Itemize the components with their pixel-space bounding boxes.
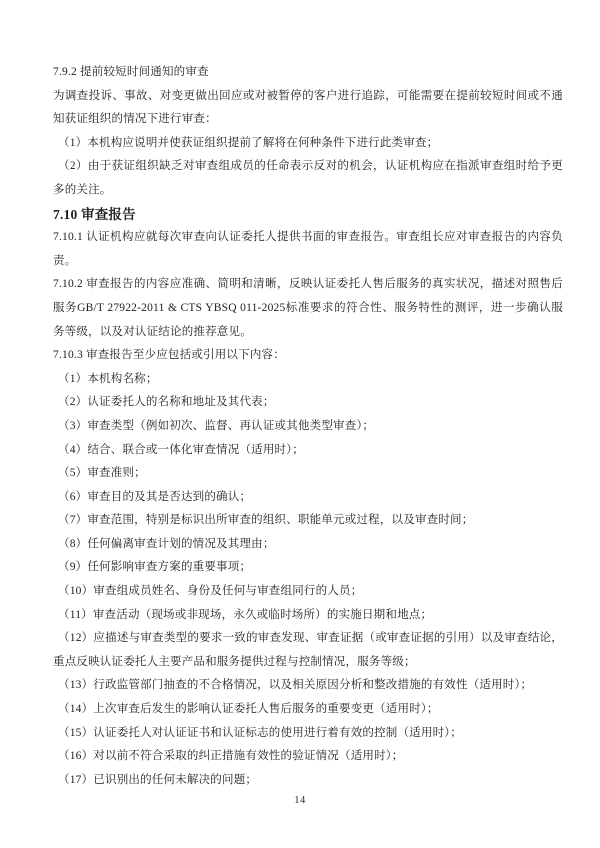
report-item-8: （8）任何偏离审查计划的情况及其理由； [58, 537, 275, 550]
paragraph-7-10-2: 7.10.2 审查报告的内容应准确、简明和清晰，反映认证委托人售后服务的真实状况，描述对照售后服务GB/T 27922-2011 & CTS YBSQ 011-2025标准要求的符合性、服务特性的测评，进一步确认服务等级，以及对认证结论的推荐意见。 [53, 278, 563, 338]
paragraph: 为调查投诉、事故、对变更做出回应或对被暂停的客户进行追踪，可能需要在提前较短时间或不通知获证组织的情况下进行审查： [53, 89, 563, 126]
report-item-15: （15）认证委托人对认证证书和认证标志的使用进行着有效的控制（适用时）； [58, 726, 462, 739]
report-item-3: （3）审查类型（例如初次、监督、再认证或其他类型审查）； [58, 419, 375, 432]
section-heading-7-9-2: 7.9.2 提前较短时间通知的审查 [53, 66, 209, 78]
report-item-13: （13）行政监管部门抽查的不合格情况，以及相关原因分析和整改措施的有效性（适用时）； [58, 679, 533, 692]
report-item-14: （14）上次审查后发生的影响认证委托人售后服务的重要变更（适用时）； [58, 703, 439, 716]
report-item-10: （10）审查组成员姓名、身份及任何与审查组同行的人员； [58, 585, 363, 598]
report-item-5: （5）审查准则； [58, 467, 146, 480]
list-item-2: （2）由于获证组织缺乏对审查组成员的任命表示反对的机会，认证机构应在指派审查组时给予更多的关注。 [53, 160, 563, 196]
paragraph-7-10-1: 7.10.1 认证机构应就每次审查向认证委托人提供书面的审查报告。审查组长应对审查报告的内容负责。 [53, 231, 563, 267]
report-item-7: （7）审查范围，特别是标识出所审查的组织、职能单元或过程，以及审查时间； [58, 514, 474, 527]
list-item-1: （1）本机构应说明并使获证组织提前了解将在何种条件下进行此类审查； [58, 136, 439, 149]
report-item-1: （1）本机构名称； [58, 372, 158, 385]
report-item-17: （17）已识别出的任何未解决的问题； [58, 773, 258, 786]
report-item-2: （2）认证委托人的名称和地址及其代表； [58, 396, 275, 409]
paragraph-7-10-3: 7.10.3 审查报告至少应包括或引用以下内容： [53, 349, 285, 362]
report-item-11: （11）审查活动（现场或非现场，永久或临时场所）的实施日期和地点； [58, 608, 433, 621]
report-item-16: （16）对以前不符合采取的纠正措施有效性的验证情况（适用时）； [58, 750, 404, 763]
page-number: 14 [294, 795, 306, 806]
report-item-9: （9）任何影响审查方案的重要事项； [58, 561, 252, 574]
report-item-4: （4）结合、联合或一体化审查情况（适用时）； [58, 443, 304, 456]
report-item-6: （6）审查目的及其是否达到的确认； [58, 490, 252, 503]
report-item-12: （12）应描述与审查类型的要求一致的审查发现、审查证据（或审查证据的引用）以及审查结论，重点反映认证委托人主要产品和服务提供过程与控制情况，服务等级； [53, 632, 563, 668]
section-heading-7-10: 7.10 审查报告 [53, 206, 136, 222]
